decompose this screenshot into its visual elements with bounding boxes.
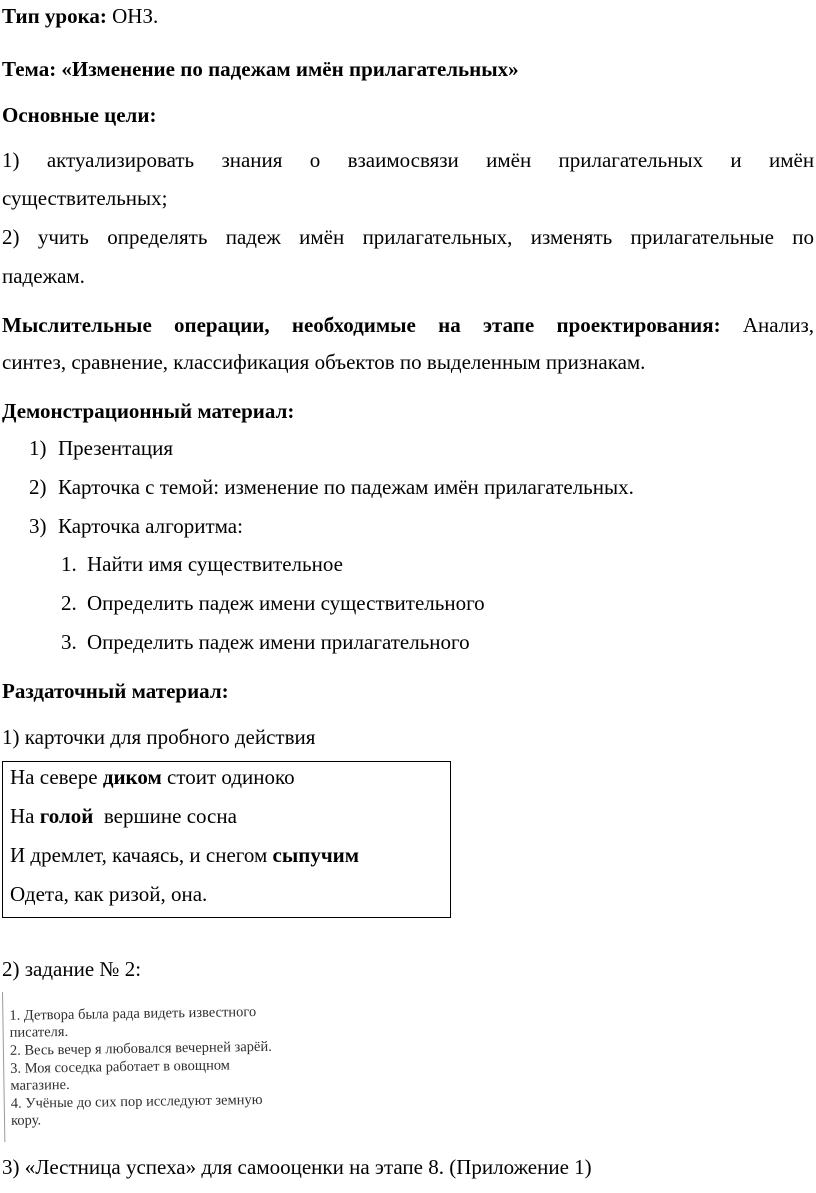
word: необходимые — [291, 313, 416, 337]
word: падеж — [225, 225, 281, 249]
list-item-text: Определить падеж имени существительного — [87, 591, 485, 615]
demo-item-3 — [29, 514, 243, 539]
handout-heading: Раздаточный материал: — [2, 679, 229, 703]
word: прилагательных, — [362, 225, 513, 249]
mental-ops-continuation: синтез, сравнение, классификация объектов по выделенным признакам. — [2, 350, 646, 374]
word: и — [730, 148, 742, 172]
word: проектирования: — [556, 313, 721, 337]
list-number: 1. — [61, 552, 77, 576]
goal-1-line — [2, 148, 814, 173]
goals-heading: Основные цели: — [2, 103, 157, 127]
poem-text: И дремлет, качаясь, и снегом — [10, 843, 273, 867]
task2-line: 3. Моя соседка работает в овощном — [10, 1057, 231, 1077]
list-item-text: Карточка с темой: изменение по падежам имён прилагательных. — [58, 475, 634, 499]
word: имён — [768, 148, 815, 172]
task2-line: 1. Детвора была рада видеть известного — [9, 1004, 257, 1024]
word: 2) — [2, 225, 20, 249]
algorithm-step-2 — [61, 591, 485, 616]
lesson-type-label: Тип урока: — [2, 4, 107, 28]
word: знания — [221, 148, 283, 172]
word: операции, — [174, 313, 270, 337]
word: Анализ, — [742, 313, 815, 337]
word: на — [438, 313, 461, 337]
list-item-text: Определить падеж имени прилагательного — [87, 630, 470, 654]
poem-text: На севере — [10, 765, 103, 789]
poem-text: вершине сосна — [93, 804, 237, 828]
list-number: 3) — [29, 514, 47, 538]
poem-card — [2, 761, 451, 918]
poem-highlight: голой — [39, 804, 94, 828]
task2-line: писателя. — [9, 1023, 69, 1041]
word: прилагательных — [558, 148, 704, 172]
poem-text: стоит одиноко — [161, 765, 295, 789]
poem-text: На — [10, 804, 40, 828]
list-item-text: Карточка алгоритма: — [58, 514, 243, 538]
list-item-text: Презентация — [58, 436, 173, 460]
task2-line: 2. Весь вечер я любовался вечерней зарёй. — [9, 1038, 272, 1059]
word: Мыслительные — [2, 313, 152, 337]
list-number: 1) — [29, 436, 47, 460]
card1-label: 1) карточки для пробного действия — [2, 725, 316, 749]
lesson-type-value: ОНЗ. — [106, 4, 159, 28]
word: имён — [486, 148, 532, 172]
task2-line: 4. Учёные до сих пор исследуют земную — [10, 1091, 263, 1112]
poem-line-3 — [10, 843, 359, 868]
algorithm-step-3 — [61, 630, 470, 655]
item3-line: 3) «Лестница успеха» для самооценки на этапе 8. (Приложение 1) — [2, 1155, 592, 1179]
goal-1-continuation: существительных; — [2, 186, 168, 210]
task2-scanned-card — [2, 987, 325, 1142]
list-number: 2) — [29, 475, 47, 499]
word: этапе — [482, 313, 535, 337]
poem-line-4 — [10, 882, 207, 907]
goal-2-line — [2, 225, 814, 250]
word: актуализировать — [46, 148, 195, 172]
poem-text: Одета, как ризой, она. — [10, 882, 208, 906]
lesson-type-line — [2, 4, 158, 29]
poem-highlight: сыпучим — [272, 843, 360, 867]
task2-label: 2) задание № 2: — [2, 957, 142, 981]
list-number: 2. — [61, 591, 77, 615]
algorithm-step-1 — [61, 552, 343, 577]
word: взаимосвязи — [347, 148, 459, 172]
task2-line: кору. — [10, 1112, 42, 1129]
list-number: 3. — [61, 630, 77, 654]
topic-line: Тема: «Изменение по падежам имён прилагательных» — [2, 57, 519, 81]
mental-ops-line — [2, 313, 814, 338]
poem-line-1 — [10, 765, 295, 790]
demo-heading: Демонстрационный материал: — [2, 399, 295, 423]
word: по — [792, 225, 815, 249]
word: прилагательные — [630, 225, 774, 249]
word: 1) — [2, 148, 20, 172]
task2-line: магазине. — [10, 1076, 70, 1094]
word: определять — [107, 225, 208, 249]
demo-item-2 — [29, 475, 634, 500]
goal-2-continuation: падежам. — [2, 264, 85, 288]
demo-item-1 — [29, 436, 173, 461]
word: учить — [37, 225, 89, 249]
word: изменять — [530, 225, 613, 249]
poem-line-2 — [10, 804, 237, 829]
word: о — [309, 148, 321, 172]
word: имён — [299, 225, 345, 249]
poem-highlight: диком — [102, 765, 162, 789]
list-item-text: Найти имя существительное — [87, 552, 343, 576]
